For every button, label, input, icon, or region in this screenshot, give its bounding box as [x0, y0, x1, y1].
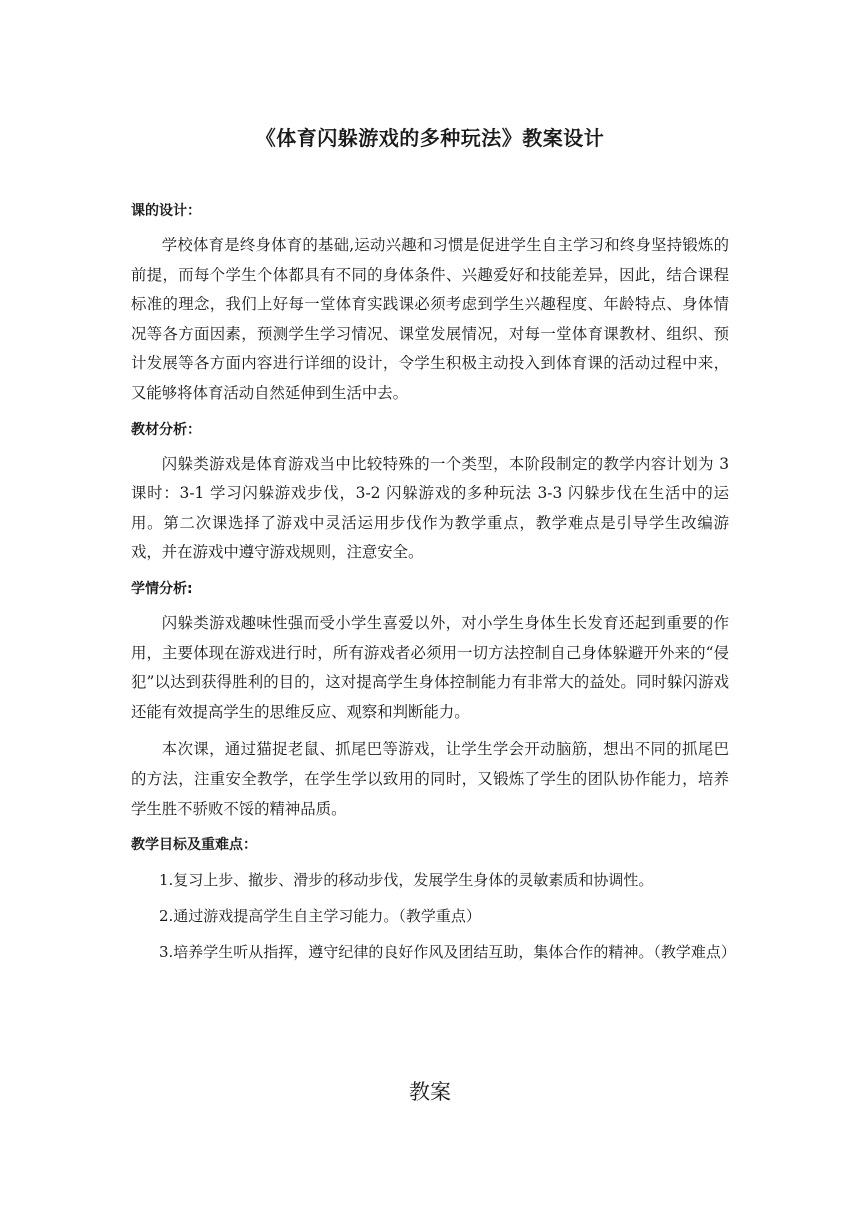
section-student-analysis: [131, 574, 729, 824]
section-heading: 教材分析：: [131, 421, 201, 438]
paragraph: 闪躲类游戏趣味性强而受小学生喜爱以外，对小学生身体生长发育还起到重要的作用，主要体现在游戏进行时，所有游戏者必须用一切方法控制自己身体躲避开外来的“侵犯”以达到获得胜利的目的，这对提高学生身体控制能力有非常大的益处。同时躲闪游戏还能有效提高学生的思维反应、观察和判断能力。: [131, 613, 729, 721]
document-body: [131, 196, 736, 973]
section-teaching-goals: [131, 830, 736, 967]
list-item: 2.通过游戏提高学生自主学习能力。（教学重点）: [159, 907, 481, 926]
section-material-analysis: [131, 415, 729, 568]
section-heading: 学情分析:: [131, 580, 193, 597]
document-title: 《体育闪躲游戏的多种玩法》教案设计: [255, 126, 605, 150]
section-heading: 课的设计：: [131, 203, 201, 219]
footer-heading: 教案: [409, 1080, 451, 1104]
goal-list: [131, 865, 736, 967]
section-course-design: [131, 196, 729, 409]
list-item: 3.培养学生听从指挥，遵守纪律的良好作风及团结互助，集体合作的精神。（教学难点）: [159, 943, 736, 962]
paragraph: 闪躲类游戏是体育游戏当中比较特殊的一个类型，本阶段制定的教学内容计划为 3 课时：3-1 学习闪躲游戏步伐，3-2 闪躲游戏的多种玩法 3-3 闪躲步伐在生活中的运用。第二次课选择了游戏中灵活运用步伐作为教学重点，教学难点是引导学生改编游戏，并在游戏中遵守游戏规则，注意安全。: [131, 454, 729, 562]
list-item: 1.复习上步、撤步、滑步的移动步伐，发展学生身体的灵敏素质和协调性。: [159, 871, 654, 890]
section-heading: 教学目标及重难点：: [131, 837, 257, 854]
paragraph: 学校体育是终身体育的基础,运动兴趣和习惯是促进学生自主学习和终身坚持锻炼的前提，而每个学生个体都具有不同的身体条件、兴趣爱好和技能差异，因此，结合课程标准的理念，我们上好每一堂体育实践课必须考虑到学生兴趣程度、年龄特点、身体情况等各方面因素，预测学生学习情况、课堂发展情况，对每一堂体育课教材、组织、预计发展等各方面内容进行详细的设计，令学生积极主动投入到体育课的活动过程中来，又能够将体育活动自然延伸到生活中去。: [131, 236, 729, 402]
paragraph: 本次课，通过猫捉老鼠、抓尾巴等游戏，让学生学会开动脑筋，想出不同的抓尾巴的方法，注重安全教学，在学生学以致用的同时，又锻炼了学生的团队协作能力，培养学生胜不骄败不馁的精神品质。: [131, 740, 729, 818]
